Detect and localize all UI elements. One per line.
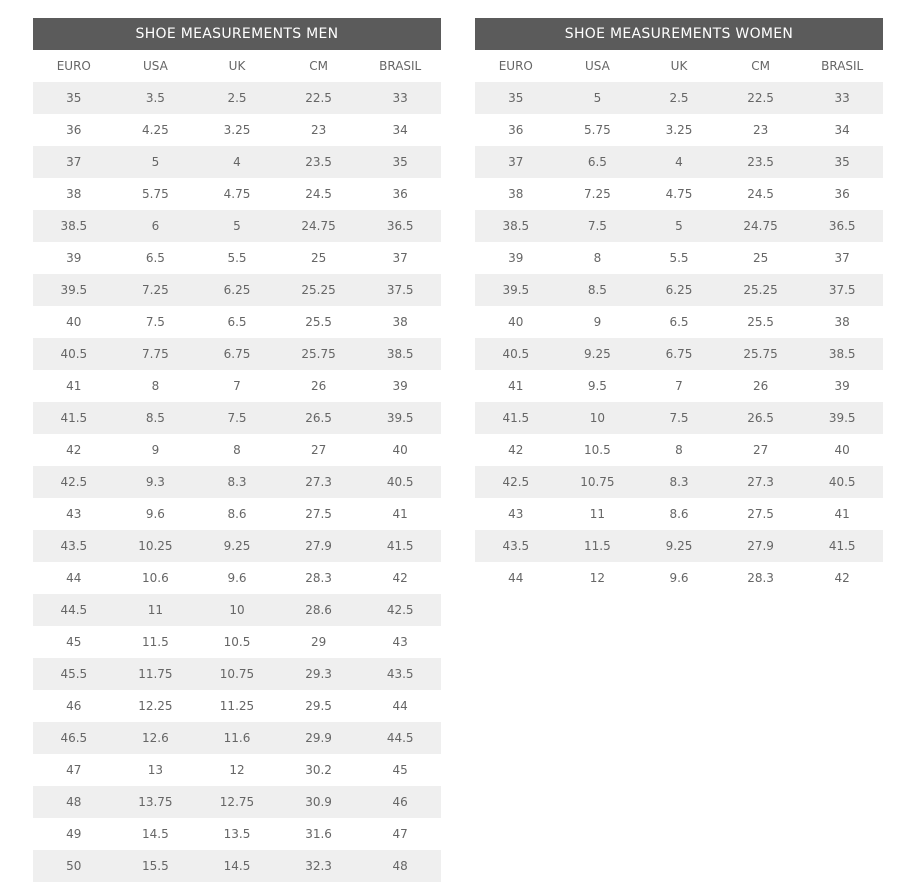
- table-cell-brasil: 41.5: [801, 530, 883, 562]
- table-row: [33, 146, 441, 178]
- table-cell-euro: 44.5: [33, 594, 115, 626]
- table-cell-euro: 43: [475, 498, 557, 530]
- table-cell-brasil: 47: [359, 818, 441, 850]
- table-cell-usa: 11: [557, 498, 639, 530]
- table-row: [33, 722, 441, 754]
- men-column-header-euro: EURO: [33, 50, 115, 82]
- men-column-header-cm: CM: [278, 50, 360, 82]
- table-cell-brasil: 36: [801, 178, 883, 210]
- table-cell-cm: 27.3: [720, 466, 802, 498]
- table-cell-euro: 40.5: [475, 338, 557, 370]
- table-cell-uk: 5.5: [196, 242, 278, 274]
- table-cell-cm: 24.75: [720, 210, 802, 242]
- table-cell-brasil: 37.5: [359, 274, 441, 306]
- table-cell-uk: 12: [196, 754, 278, 786]
- table-cell-usa: 10.25: [115, 530, 197, 562]
- table-cell-uk: 2.5: [196, 82, 278, 114]
- table-cell-usa: 9: [115, 434, 197, 466]
- table-cell-usa: 10.75: [557, 466, 639, 498]
- table-cell-usa: 7.25: [557, 178, 639, 210]
- table-cell-cm: 27.9: [278, 530, 360, 562]
- table-cell-uk: 10.5: [196, 626, 278, 658]
- table-cell-uk: 7: [638, 370, 720, 402]
- table-cell-brasil: 42.5: [359, 594, 441, 626]
- table-cell-uk: 11.6: [196, 722, 278, 754]
- table-cell-usa: 9.6: [115, 498, 197, 530]
- table-cell-uk: 6.5: [196, 306, 278, 338]
- table-cell-brasil: 36: [359, 178, 441, 210]
- table-cell-usa: 5: [557, 82, 639, 114]
- table-cell-brasil: 40: [359, 434, 441, 466]
- table-cell-brasil: 35: [359, 146, 441, 178]
- table-row: [475, 114, 883, 146]
- table-cell-euro: 39: [33, 242, 115, 274]
- table-cell-usa: 6.5: [557, 146, 639, 178]
- table-row: [33, 306, 441, 338]
- table-cell-euro: 47: [33, 754, 115, 786]
- table-row: [33, 242, 441, 274]
- table-row: [475, 274, 883, 306]
- table-cell-uk: 8.6: [638, 498, 720, 530]
- table-cell-uk: 8.3: [196, 466, 278, 498]
- table-cell-brasil: 39.5: [801, 402, 883, 434]
- table-cell-usa: 11.75: [115, 658, 197, 690]
- table-row: [33, 210, 441, 242]
- table-row: [33, 498, 441, 530]
- table-cell-cm: 23: [720, 114, 802, 146]
- table-cell-usa: 6.5: [115, 242, 197, 274]
- women-column-header-cm: CM: [720, 50, 802, 82]
- table-row: [475, 434, 883, 466]
- men-size-table: [33, 18, 441, 882]
- table-cell-euro: 45.5: [33, 658, 115, 690]
- table-cell-usa: 11.5: [115, 626, 197, 658]
- table-cell-brasil: 38: [801, 306, 883, 338]
- table-cell-uk: 4: [638, 146, 720, 178]
- table-cell-brasil: 37: [359, 242, 441, 274]
- table-cell-usa: 7.5: [115, 306, 197, 338]
- table-cell-brasil: 40.5: [359, 466, 441, 498]
- table-cell-euro: 44: [33, 562, 115, 594]
- table-cell-euro: 41: [33, 370, 115, 402]
- table-cell-usa: 10.5: [557, 434, 639, 466]
- table-row: [33, 786, 441, 818]
- men-column-header-uk: UK: [196, 50, 278, 82]
- table-cell-uk: 14.5: [196, 850, 278, 882]
- table-cell-usa: 8: [115, 370, 197, 402]
- table-cell-uk: 4.75: [638, 178, 720, 210]
- table-row: [33, 562, 441, 594]
- table-cell-cm: 30.9: [278, 786, 360, 818]
- table-cell-euro: 43.5: [33, 530, 115, 562]
- table-row: [33, 82, 441, 114]
- table-cell-usa: 9.5: [557, 370, 639, 402]
- table-cell-uk: 12.75: [196, 786, 278, 818]
- table-cell-usa: 12.25: [115, 690, 197, 722]
- table-cell-cm: 24.5: [720, 178, 802, 210]
- table-row: [33, 370, 441, 402]
- table-cell-brasil: 36.5: [801, 210, 883, 242]
- table-cell-brasil: 37: [801, 242, 883, 274]
- table-cell-usa: 7.5: [557, 210, 639, 242]
- table-cell-uk: 7: [196, 370, 278, 402]
- table-cell-brasil: 35: [801, 146, 883, 178]
- table-cell-euro: 50: [33, 850, 115, 882]
- table-row: [33, 434, 441, 466]
- table-cell-brasil: 34: [801, 114, 883, 146]
- table-cell-euro: 41.5: [33, 402, 115, 434]
- table-cell-usa: 6: [115, 210, 197, 242]
- table-row: [475, 562, 883, 594]
- table-row: [475, 466, 883, 498]
- table-cell-cm: 22.5: [720, 82, 802, 114]
- table-cell-uk: 9.25: [196, 530, 278, 562]
- table-cell-euro: 40: [475, 306, 557, 338]
- table-cell-uk: 7.5: [196, 402, 278, 434]
- table-row: [33, 818, 441, 850]
- table-cell-cm: 30.2: [278, 754, 360, 786]
- men-column-header-row: [33, 50, 441, 82]
- women-table-title: SHOE MEASUREMENTS WOMEN: [475, 18, 883, 50]
- table-row: [475, 498, 883, 530]
- table-cell-cm: 27.3: [278, 466, 360, 498]
- table-cell-cm: 32.3: [278, 850, 360, 882]
- table-cell-cm: 25.5: [278, 306, 360, 338]
- table-cell-brasil: 33: [359, 82, 441, 114]
- table-cell-euro: 38.5: [475, 210, 557, 242]
- table-row: [33, 274, 441, 306]
- table-cell-usa: 9.3: [115, 466, 197, 498]
- table-cell-cm: 24.5: [278, 178, 360, 210]
- table-cell-euro: 38.5: [33, 210, 115, 242]
- table-cell-euro: 42.5: [33, 466, 115, 498]
- table-cell-cm: 26.5: [720, 402, 802, 434]
- table-row: [33, 626, 441, 658]
- table-cell-cm: 31.6: [278, 818, 360, 850]
- table-cell-euro: 36: [475, 114, 557, 146]
- table-cell-usa: 10.6: [115, 562, 197, 594]
- table-cell-uk: 8: [638, 434, 720, 466]
- table-cell-cm: 25.75: [278, 338, 360, 370]
- table-cell-cm: 28.3: [720, 562, 802, 594]
- table-cell-brasil: 38.5: [359, 338, 441, 370]
- table-cell-cm: 25.25: [278, 274, 360, 306]
- table-cell-euro: 48: [33, 786, 115, 818]
- table-cell-euro: 42.5: [475, 466, 557, 498]
- table-cell-usa: 8.5: [557, 274, 639, 306]
- women-column-header-uk: UK: [638, 50, 720, 82]
- table-cell-brasil: 44.5: [359, 722, 441, 754]
- table-cell-euro: 42: [475, 434, 557, 466]
- table-row: [475, 306, 883, 338]
- table-cell-cm: 26: [720, 370, 802, 402]
- table-cell-brasil: 38.5: [801, 338, 883, 370]
- table-cell-usa: 9.25: [557, 338, 639, 370]
- table-cell-usa: 7.25: [115, 274, 197, 306]
- table-cell-cm: 22.5: [278, 82, 360, 114]
- men-column-header-usa: USA: [115, 50, 197, 82]
- table-cell-uk: 8.3: [638, 466, 720, 498]
- table-cell-brasil: 46: [359, 786, 441, 818]
- table-cell-brasil: 37.5: [801, 274, 883, 306]
- table-cell-uk: 5: [196, 210, 278, 242]
- table-cell-euro: 40: [33, 306, 115, 338]
- table-cell-cm: 27.5: [278, 498, 360, 530]
- table-cell-euro: 35: [33, 82, 115, 114]
- table-cell-brasil: 39.5: [359, 402, 441, 434]
- table-cell-usa: 5.75: [557, 114, 639, 146]
- table-cell-euro: 44: [475, 562, 557, 594]
- table-cell-uk: 6.25: [196, 274, 278, 306]
- table-cell-brasil: 42: [359, 562, 441, 594]
- table-cell-uk: 5.5: [638, 242, 720, 274]
- table-cell-usa: 13: [115, 754, 197, 786]
- table-cell-usa: 11.5: [557, 530, 639, 562]
- table-cell-uk: 5: [638, 210, 720, 242]
- table-cell-usa: 9: [557, 306, 639, 338]
- table-cell-euro: 46.5: [33, 722, 115, 754]
- table-cell-uk: 8.6: [196, 498, 278, 530]
- table-cell-usa: 8: [557, 242, 639, 274]
- table-row: [475, 402, 883, 434]
- table-row: [475, 178, 883, 210]
- table-cell-euro: 42: [33, 434, 115, 466]
- table-cell-euro: 37: [33, 146, 115, 178]
- table-row: [475, 242, 883, 274]
- table-cell-euro: 37: [475, 146, 557, 178]
- table-cell-uk: 11.25: [196, 690, 278, 722]
- table-row: [475, 530, 883, 562]
- men-column-header-brasil: BRASIL: [359, 50, 441, 82]
- table-cell-euro: 39.5: [475, 274, 557, 306]
- table-cell-cm: 27: [720, 434, 802, 466]
- table-cell-uk: 3.25: [638, 114, 720, 146]
- table-cell-brasil: 44: [359, 690, 441, 722]
- table-cell-euro: 41: [475, 370, 557, 402]
- women-column-header-brasil: BRASIL: [801, 50, 883, 82]
- table-cell-euro: 43: [33, 498, 115, 530]
- table-row: [33, 594, 441, 626]
- table-cell-uk: 6.5: [638, 306, 720, 338]
- table-cell-uk: 3.25: [196, 114, 278, 146]
- table-cell-usa: 12.6: [115, 722, 197, 754]
- table-row: [33, 658, 441, 690]
- table-cell-cm: 29.3: [278, 658, 360, 690]
- table-cell-brasil: 38: [359, 306, 441, 338]
- table-cell-usa: 14.5: [115, 818, 197, 850]
- table-row: [33, 402, 441, 434]
- table-cell-cm: 29.9: [278, 722, 360, 754]
- table-cell-uk: 2.5: [638, 82, 720, 114]
- table-cell-cm: 24.75: [278, 210, 360, 242]
- table-cell-usa: 3.5: [115, 82, 197, 114]
- table-cell-cm: 25.5: [720, 306, 802, 338]
- men-table-title: SHOE MEASUREMENTS MEN: [33, 18, 441, 50]
- table-cell-usa: 15.5: [115, 850, 197, 882]
- table-cell-usa: 5: [115, 146, 197, 178]
- table-cell-cm: 26.5: [278, 402, 360, 434]
- table-cell-brasil: 42: [801, 562, 883, 594]
- table-cell-brasil: 41: [359, 498, 441, 530]
- table-cell-brasil: 41.5: [359, 530, 441, 562]
- table-cell-cm: 25: [720, 242, 802, 274]
- table-cell-cm: 23.5: [278, 146, 360, 178]
- table-cell-brasil: 40.5: [801, 466, 883, 498]
- table-cell-cm: 27.9: [720, 530, 802, 562]
- table-cell-euro: 43.5: [475, 530, 557, 562]
- table-cell-cm: 25.75: [720, 338, 802, 370]
- table-row: [33, 178, 441, 210]
- table-cell-usa: 12: [557, 562, 639, 594]
- table-cell-usa: 11: [115, 594, 197, 626]
- table-cell-uk: 4.75: [196, 178, 278, 210]
- table-cell-usa: 8.5: [115, 402, 197, 434]
- table-cell-euro: 38: [33, 178, 115, 210]
- table-cell-euro: 49: [33, 818, 115, 850]
- table-cell-cm: 29: [278, 626, 360, 658]
- table-cell-uk: 9.6: [638, 562, 720, 594]
- table-cell-cm: 28.6: [278, 594, 360, 626]
- table-row: [475, 210, 883, 242]
- table-cell-brasil: 36.5: [359, 210, 441, 242]
- table-cell-brasil: 48: [359, 850, 441, 882]
- table-row: [475, 338, 883, 370]
- table-row: [475, 146, 883, 178]
- table-cell-brasil: 34: [359, 114, 441, 146]
- table-row: [33, 530, 441, 562]
- table-cell-cm: 27: [278, 434, 360, 466]
- table-cell-cm: 27.5: [720, 498, 802, 530]
- women-table-body: [475, 82, 883, 594]
- men-table-body: [33, 82, 441, 882]
- table-cell-uk: 4: [196, 146, 278, 178]
- table-cell-usa: 4.25: [115, 114, 197, 146]
- table-row: [475, 82, 883, 114]
- table-cell-brasil: 39: [359, 370, 441, 402]
- women-column-header-row: [475, 50, 883, 82]
- table-cell-euro: 39.5: [33, 274, 115, 306]
- table-cell-euro: 41.5: [475, 402, 557, 434]
- table-cell-uk: 10.75: [196, 658, 278, 690]
- table-cell-euro: 35: [475, 82, 557, 114]
- table-cell-usa: 7.75: [115, 338, 197, 370]
- table-cell-uk: 6.75: [196, 338, 278, 370]
- table-cell-euro: 46: [33, 690, 115, 722]
- table-cell-uk: 6.75: [638, 338, 720, 370]
- table-cell-cm: 29.5: [278, 690, 360, 722]
- table-cell-uk: 9.6: [196, 562, 278, 594]
- table-cell-uk: 8: [196, 434, 278, 466]
- table-cell-brasil: 39: [801, 370, 883, 402]
- table-row: [33, 690, 441, 722]
- women-column-header-usa: USA: [557, 50, 639, 82]
- table-cell-brasil: 41: [801, 498, 883, 530]
- table-cell-cm: 25.25: [720, 274, 802, 306]
- table-cell-cm: 23: [278, 114, 360, 146]
- women-size-table: [475, 18, 883, 594]
- table-cell-brasil: 43: [359, 626, 441, 658]
- table-cell-cm: 26: [278, 370, 360, 402]
- table-cell-usa: 10: [557, 402, 639, 434]
- table-cell-uk: 7.5: [638, 402, 720, 434]
- table-cell-euro: 40.5: [33, 338, 115, 370]
- table-cell-euro: 36: [33, 114, 115, 146]
- table-row: [33, 114, 441, 146]
- table-cell-uk: 6.25: [638, 274, 720, 306]
- table-cell-brasil: 33: [801, 82, 883, 114]
- table-cell-euro: 38: [475, 178, 557, 210]
- table-cell-cm: 25: [278, 242, 360, 274]
- table-cell-euro: 39: [475, 242, 557, 274]
- table-row: [475, 370, 883, 402]
- table-cell-cm: 23.5: [720, 146, 802, 178]
- table-cell-uk: 9.25: [638, 530, 720, 562]
- women-column-header-euro: EURO: [475, 50, 557, 82]
- table-cell-uk: 10: [196, 594, 278, 626]
- table-cell-uk: 13.5: [196, 818, 278, 850]
- table-cell-usa: 5.75: [115, 178, 197, 210]
- table-row: [33, 754, 441, 786]
- table-cell-usa: 13.75: [115, 786, 197, 818]
- table-row: [33, 850, 441, 882]
- table-cell-brasil: 40: [801, 434, 883, 466]
- table-row: [33, 338, 441, 370]
- table-cell-brasil: 45: [359, 754, 441, 786]
- table-cell-cm: 28.3: [278, 562, 360, 594]
- table-row: [33, 466, 441, 498]
- table-cell-brasil: 43.5: [359, 658, 441, 690]
- table-cell-euro: 45: [33, 626, 115, 658]
